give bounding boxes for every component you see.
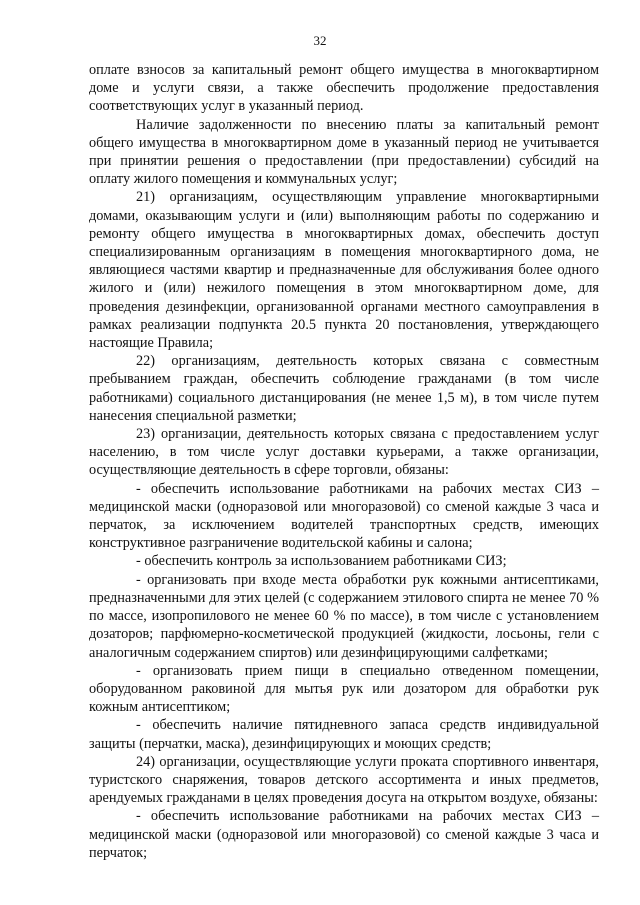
paragraph: 22) организациям, деятельность которых связана с совместным пребыванием граждан, обеспечить соблюдение гражданами (в том числе работниками) социального дистанцирования (не менее 1,5 м), в том числе путем нанесения специальной разметки; xyxy=(89,353,599,424)
document-body xyxy=(89,61,599,862)
paragraph: - обеспечить использование работниками на рабочих местах СИЗ – медицинской маски (одноразовой или многоразовой) со сменой каждые 3 часа и перчаток; xyxy=(89,808,599,861)
paragraph: 21) организациям, осуществляющим управление многоквартирными домами, оказывающим услуги и (или) выполняющим работы по содержанию и ремонту общего имущества в многоквартирных домах, обеспечить доступ специализированным организациям в помещения многоквартирного дома, не являющиеся частями квартир и предназначенные для обслуживания более одного жилого и (или) нежилого помещения в этом многоквартирном доме, для проведения дезинфекции, организованной органами местного самоуправления в рамках реализации подпункта 20.5 пункта 20 постановления, утверждающего настоящие Правила; xyxy=(89,189,599,352)
paragraph: оплате взносов за капитальный ремонт общего имущества в многоквартирном доме и услуги связи, а также обеспечить продолжение предоставления соответствующих услуг в указанный период. xyxy=(89,62,599,115)
paragraph: - организовать при входе места обработки рук кожными антисептиками, предназначенными для этих целей (с содержанием этилового спирта не менее 70 % по массе, изопропилового не менее 60 % по массе), в том числе с установлением дозаторов; парфюмерно-косметической продукцией (жидкости, лосьоны, гели с аналогичным содержанием спиртов) или дезинфицирующими салфетками; xyxy=(89,571,599,661)
paragraph: - обеспечить контроль за использованием работниками СИЗ; xyxy=(136,553,507,570)
paragraph: 24) организации, осуществляющие услуги проката спортивного инвентаря, туристского снаряжения, товаров детского ассортимента и иных предметов, арендуемых гражданами в целях проведения досуга на открытом воздухе, обязаны: xyxy=(89,753,599,807)
paragraph: - обеспечить использование работниками на рабочих местах СИЗ – медицинской маски (одноразовой или многоразовой) со сменой каждые 3 часа и перчаток, за исключением водителей транспортных средств, имеющих конструктивное разграничение водительской кабины и салона; xyxy=(89,480,599,552)
paragraph: Наличие задолженности по внесению платы за капитальный ремонт общего имущества в многоквартирном доме в указанный период не учитывается при принятии решения о предоставлении (при предоставлении) субсидий на оплату жилого помещения и коммунальных услуг; xyxy=(89,116,599,188)
paragraph: 23) организации, деятельность которых связана с предоставлением услуг населению, в том числе услуг доставки курьерами, а также организации, осуществляющие деятельность в сфере торговли, обязаны: xyxy=(89,426,599,479)
paragraph: - организовать прием пищи в специально отведенном помещении, оборудованном раковиной для мытья рук или дозатором для обработки рук кожным антисептиком; xyxy=(89,662,599,716)
page-number: 32 xyxy=(313,33,327,48)
paragraph: - обеспечить наличие пятидневного запаса средств индивидуальной защиты (перчатки, маска), дезинфицирующих и моющих средств; xyxy=(89,717,599,752)
